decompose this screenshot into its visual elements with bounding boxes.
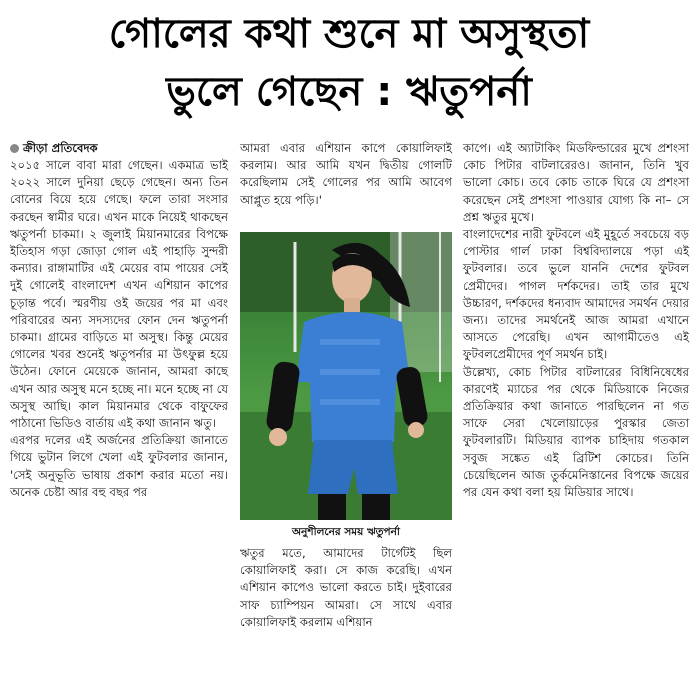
paragraph: বাংলাদেশের নারী ফুটবলে এই মুহূর্তে সবচেয়ে বড় পোস্টার গার্ল ঢাকা বিশ্ববিদ্যালয়ে পড়া এই ফুটবলার। তবে ভুলে যাননি দেশের ফুটবল প্রেমীদের। পাগল দর্শকদের। তাই তার মুখে উচ্চারণ, দর্শকদের ধন্যবাদ আমাদের সমর্থন দেয়ার জন্য। তাদের সমর্থনেই আজ আমরা এখানে আসতে পেরেছি। এখন আগামীতেও এই ফুটবলপ্রেমীদের পূর্ণ সমর্থন চাই।	[463, 227, 689, 362]
article-column-1	[10, 140, 228, 501]
paragraph: এরপর দলের এই অর্জনের প্রতিক্রিয়া জানাতে গিয়ে ভুটান লিগে খেলা এই ফুটবলার জানান, 'সেই অনুভূতি ভাষায় প্রকাশ করার মতো নয়। অনেক চেষ্টা আর বহু বছর পর	[10, 433, 228, 499]
player-photo-illustration	[240, 232, 452, 520]
article-column-3	[463, 140, 689, 501]
paragraph: ঋতুর মতে, আমাদের টার্গেটই ছিল কোয়ালিফাই করা। সে কাজ করেছি। এখন এশিয়ান কাপেও ভালো করতে চাই। দুইবারের সাফ চ্যাম্পিয়ন আমরা। সে সাথে এবার কোয়ালিফাই করলাম এশিয়ান	[240, 546, 452, 629]
article-column-2	[240, 140, 452, 209]
article-column-2-lower	[240, 545, 452, 631]
headline-line-1: গোলের কথা শুনে মা অসুস্থতা	[108, 11, 590, 57]
bullet-icon	[10, 144, 19, 153]
paragraph: উল্লেখ্য, কোচ পিটার বাটলারের বিধিনিষেধের কারণেই ম্যাচের পর থেকে মিডিয়াকে নিজের প্রতিক্রিয়ার কথা জানাতে পারছিলেন না গত সাফে সেরা খেলোয়াড়ের পুরস্কার জেতা ফুটবলারটি। মিডিয়ার ব্যাপক চাহিদায় গতকাল সবুজ সঙ্কেত এই ব্রিটিশ কোচের। তিনি চেয়েছিলেন আজ তুর্কমেনিস্তানের বিপক্ষে জয়ের পর যেন কথা বলা হয় মিডিয়ার সাথে।	[463, 364, 689, 500]
paragraph: ২০১৫ সালে বাবা মারা গেছেন। একমাত্র ভাই ২০২২ সালে দুনিয়া ছেড়ে গেছেন। অন্য তিন বোনের বিয়ে হয়ে গেছে। ফলে তারা সংসার করছেন স্বামীর ঘরে। এখন মাকে নিয়েই থাকছেন ঋতুপর্না চাকমা। ২ জুলাই মিয়ানমারের বিপক্ষে ইতিহাস গড়া জোড়া গোল এই পাহাড়ি সুন্দরী কন্যার। রাঙ্গামাটির এই মেয়ের বাম পায়ের সেই দুই গোলেই বাংলাদেশ এখন এশিয়ান কাপের চূড়ান্ত পর্বে। স্মরণীয় ওই জয়ের পর মা এবং পরিবারের অন্য সদস্যদের ফোন দেন ঋতুপর্না চাকমা। গ্রামের বাড়িতে মা অসুস্থ। কিন্তু মেয়ের গোলের খবর শুনেই ঋতুপর্নার মা উৎফুল্ল হয়ে উঠেন। ফোনে মেয়েকে জানান, আমরা কাছে এখন আর অসুস্থ মনে হচ্ছে না। মনে হচ্ছে না যে অসুস্থ আছি। কাল মিয়ানমার থেকে বাফুফের পাঠানো ভিডিও বার্তায় এই কথা জানান ঋতু।	[10, 158, 228, 431]
paragraph: কাপে। এই অ্যাটাকিং মিডফিল্ডারের মুখে প্রশংসা কোচ পিটার বাটলারেরও। জানান, তিনি খুব ভালো কোচ। তবে কোচ তাকে ঘিরে যে প্রশংসা করেছেন সেই প্রশংসা পাওয়ার যোগ্য কি না– সে প্রশ্ন ঋতুর মুখে।	[463, 141, 689, 224]
byline-text: ক্রীড়া প্রতিবেদক	[23, 141, 98, 155]
paragraph: আমরা এবার এশিয়ান কাপে কোয়ালিফাই করলাম। আর আমি যখন দ্বিতীয় গোলটি করেছিলাম সেই গোলের পর আমি আবেগ আপ্লুত হয়ে পড়ি।'	[240, 141, 452, 207]
byline	[10, 140, 228, 157]
photo-caption: অনুশীলনের সময় ঋতুপর্না	[292, 526, 400, 538]
headline-line-2: ভুলে গেছেন : ঋতুপর্না	[166, 69, 532, 115]
player-photo	[240, 232, 452, 520]
